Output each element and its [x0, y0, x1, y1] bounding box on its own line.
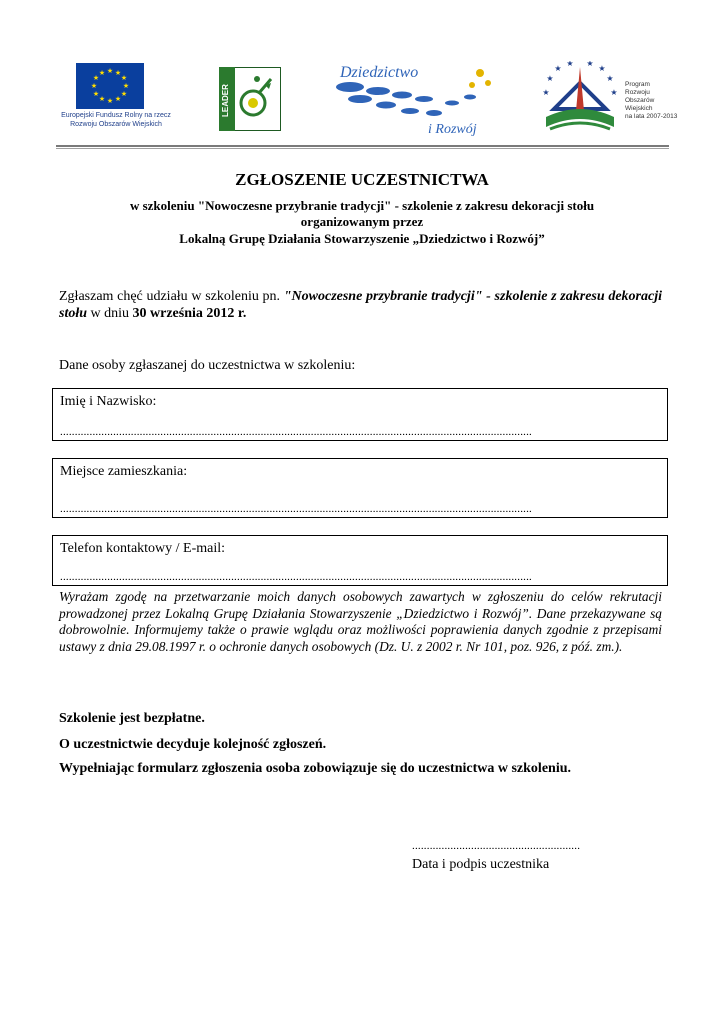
note-order: O uczestnictwie decyduje kolejność zgłoszeń.	[59, 737, 327, 752]
header-divider	[56, 145, 669, 147]
training-name: "Nowoczesne przybranie tradycji" - szkolenie z zakresu dekoracji stołu	[59, 289, 662, 321]
svg-text:i Rozwój: i Rozwój	[428, 122, 477, 137]
contact-field-dots[interactable]: ................................................................................................................................................................	[60, 571, 532, 583]
contact-field-label: Telefon kontaktowy / E-mail:	[60, 541, 226, 556]
intro-paragraph: Zgłaszam chęć udziału w szkoleniu pn. "Nowoczesne przybranie tradycji" - szkolenie z zakresu dekoracji stołu w dniu 30 września 2012 r.	[59, 289, 662, 321]
eu-flag-icon	[76, 63, 144, 109]
subtitle-line: w szkoleniu "Nowoczesne przybranie tradycji" - szkolenie z zakresu dekoracji stołu	[129, 198, 595, 213]
svg-text:★: ★	[106, 67, 114, 75]
svg-text:★: ★	[98, 95, 106, 103]
name-field[interactable]	[52, 388, 668, 441]
person-data-heading: Dane osoby zgłaszanej do uczestnictwa w szkoleniu:	[59, 358, 356, 373]
svg-text:★: ★	[92, 90, 100, 98]
prow-caption: Program Rozwoju Obszarów Wiejskich na lata 2007-2013	[625, 81, 678, 120]
svg-text:LEADER: LEADER	[221, 84, 230, 117]
residence-field[interactable]	[52, 458, 668, 518]
svg-text:★: ★	[114, 95, 122, 103]
eu-efrrow-logo	[56, 63, 176, 129]
svg-text:★: ★	[586, 61, 594, 68]
eu-caption: Europejski Fundusz Rolny na rzecz Rozwoju Obszarów Wiejskich	[61, 112, 171, 128]
subtitle-line: organizowanym przez	[300, 214, 424, 229]
svg-text:★: ★	[98, 69, 106, 77]
consent-clause: Wyrażam zgodę na przetwarzanie moich danych osobowych zawartych w zgłoszeniu do celów rekrutacji prowadzonej przez Lokalną Grupę Działania Stowarzyszenie „Dziedzictwo i Rozwój”. Dane przekazywane są dobrowolnie. Informujemy także o prawie wglądu oraz możliwości poprawienia danych zgodnie z przepisami ustawy z dnia 29.08.1997 r. o ochronie danych osobowych (Dz. U. z 2002 r. Nr 101, poz. 926, z póź. zm.).	[59, 589, 662, 654]
svg-text:★: ★	[120, 90, 128, 98]
svg-text:★: ★	[610, 88, 618, 97]
residence-field-label: Miejsce zamieszkania:	[60, 464, 188, 479]
note-obligation: Wypełniając formularz zgłoszenia osoba zobowiązuje się do uczestnictwa w szkoleniu.	[59, 761, 571, 776]
svg-text:★: ★	[566, 61, 574, 68]
logo-bar	[0, 55, 724, 140]
svg-text:★: ★	[90, 82, 98, 90]
signature-line[interactable]: .........................................................	[412, 840, 581, 852]
header-divider-thin	[56, 148, 669, 149]
contact-field[interactable]	[52, 535, 668, 586]
svg-text:★: ★	[106, 97, 114, 105]
svg-text:★: ★	[122, 82, 130, 90]
svg-text:Dziedzictwo: Dziedzictwo	[340, 64, 419, 81]
svg-text:★: ★	[542, 88, 550, 97]
leader-logo	[219, 67, 281, 131]
dziedzictwo-i-rozwoj-logo	[330, 55, 500, 137]
document-title: ZGŁOSZENIE UCZESTNICTWA	[235, 170, 489, 189]
svg-text:★: ★	[114, 69, 122, 77]
training-date: 30 września 2012 r.	[132, 306, 247, 321]
svg-text:★: ★	[554, 64, 562, 73]
svg-text:★: ★	[92, 74, 100, 82]
svg-text:★: ★	[598, 64, 606, 73]
svg-text:★: ★	[546, 74, 554, 83]
subtitle-line: Lokalną Grupę Działania Stowarzyszenie „Dziedzictwo i Rozwój”	[179, 231, 545, 246]
name-field-label: Imię i Nazwisko:	[60, 394, 157, 409]
name-field-dots[interactable]: ................................................................................................................................................................	[60, 426, 532, 438]
residence-field-dots[interactable]: ................................................................................................................................................................	[60, 503, 532, 515]
svg-text:★: ★	[120, 74, 128, 82]
note-free: Szkolenie jest bezpłatne.	[59, 711, 205, 726]
svg-text:★: ★	[606, 74, 614, 83]
prow-logo	[540, 61, 690, 139]
signature-label: Data i podpis uczestnika	[412, 857, 550, 872]
